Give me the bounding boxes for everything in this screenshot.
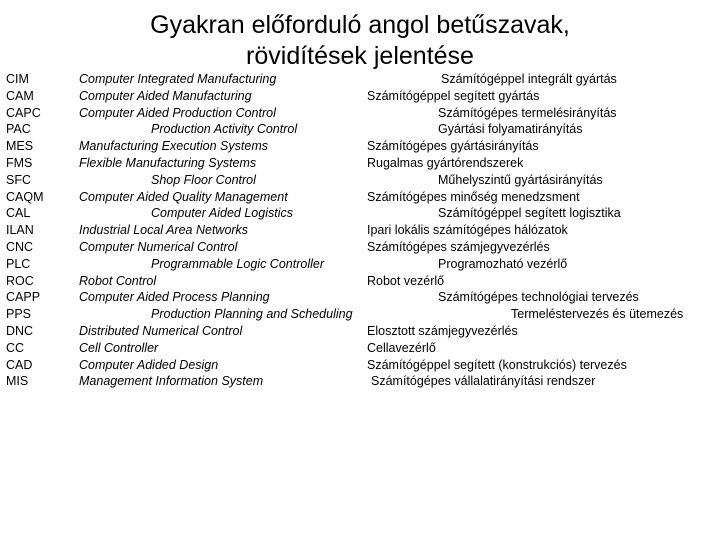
abbreviation: CAPP (6, 290, 41, 305)
hungarian-term: Számítógéppel integrált gyártás (441, 72, 617, 86)
list-item (0, 222, 720, 239)
english-term: Computer Aided Process Planning (79, 290, 270, 305)
hungarian-term: Programozható vezérlő (438, 256, 568, 271)
abbreviation: CAL (6, 206, 31, 221)
hungarian-term: Rugalmas gyártórendszerek (367, 155, 524, 170)
abbreviation: ROC (6, 273, 34, 288)
abbreviation: CNC (6, 239, 34, 254)
hungarian-term: Ipari lokális számítógépes hálózatok (367, 223, 568, 238)
abbreviation: FMS (6, 155, 33, 170)
abbreviation: DNC (6, 323, 34, 338)
list-item (0, 105, 720, 122)
abbreviation: CIM (6, 72, 29, 86)
english-term: Cell Controller (79, 340, 159, 355)
abbreviation: CAM (6, 88, 34, 103)
english-term: Computer Aided Production Control (79, 105, 276, 120)
list-item (0, 340, 720, 357)
english-term: Computer Aided Manufacturing (79, 88, 252, 103)
hungarian-term: Termeléstervezés és ütemezés (511, 307, 684, 322)
hungarian-term: Számítógépes termelésirányítás (438, 105, 617, 120)
english-term: Production Activity Control (151, 122, 298, 137)
english-term: Industrial Local Area Networks (79, 223, 249, 238)
page-title-line-1: Gyakran előforduló angol betűszavak, (150, 11, 570, 39)
hungarian-term: Számítógéppel segített (konstrukciós) tervezés (367, 357, 627, 372)
abbreviation: CAPC (6, 105, 41, 120)
english-term: Computer Aided Logistics (151, 206, 293, 221)
english-term: Computer Integrated Manufacturing (79, 72, 277, 86)
english-term: Flexible Manufacturing Systems (79, 155, 257, 170)
abbreviation: SFC (6, 172, 31, 187)
list-item (0, 138, 720, 155)
list-item (0, 189, 720, 206)
list-item (0, 172, 720, 189)
hungarian-term: Robot vezérlő (367, 273, 445, 288)
list-item (0, 88, 720, 105)
english-term: Shop Floor Control (151, 172, 256, 187)
list-item (0, 357, 720, 374)
list-item (0, 306, 720, 323)
abbreviation-list (0, 71, 720, 390)
english-term: Computer Adided Design (79, 357, 219, 372)
abbreviation: CAD (6, 357, 33, 372)
english-term: Programmable Logic Controller (151, 256, 324, 271)
hungarian-term: Elosztott számjegyvezérlés (367, 323, 518, 338)
abbreviation: ILAN (6, 223, 34, 238)
hungarian-term: Számítógépes vállalatirányítási rendszer (371, 374, 596, 389)
abbreviation: PPS (6, 307, 32, 322)
english-term: Computer Aided Quality Management (79, 189, 288, 204)
hungarian-term: Számítógépes minőség menedzsment (367, 189, 580, 204)
page-title-line-2: rövidítések jelentése (246, 42, 474, 70)
abbreviation: MIS (6, 374, 29, 389)
list-item (0, 273, 720, 290)
english-term: Distributed Numerical Control (79, 323, 243, 338)
list-item (0, 323, 720, 340)
english-term: Robot Control (79, 273, 157, 288)
english-term: Production Planning and Scheduling (151, 307, 353, 322)
page-title (0, 10, 720, 72)
hungarian-term: Számítógépes gyártásirányítás (367, 139, 539, 154)
list-item (0, 373, 720, 390)
abbreviation: CC (6, 340, 25, 355)
hungarian-term: Számítógéppel segített logisztika (438, 206, 621, 221)
list-item (0, 155, 720, 172)
abbreviation: CAQM (6, 189, 44, 204)
english-term: Manufacturing Execution Systems (79, 139, 268, 154)
hungarian-term: Gyártási folyamatirányítás (438, 122, 583, 137)
list-item (0, 239, 720, 256)
hungarian-term: Cellavezérlő (367, 340, 436, 355)
hungarian-term: Műhelyszintű gyártásirányítás (438, 172, 603, 187)
hungarian-term: Számítógépes számjegyvezérlés (367, 239, 550, 254)
abbreviation: PAC (6, 122, 31, 137)
list-item (0, 289, 720, 306)
list-item (0, 121, 720, 138)
list-item (0, 205, 720, 222)
list-item (0, 71, 720, 88)
hungarian-term: Számítógépes technológiai tervezés (438, 290, 639, 305)
abbreviation: PLC (6, 256, 31, 271)
english-term: Computer Numerical Control (79, 239, 238, 254)
abbreviation: MES (6, 139, 34, 154)
hungarian-term: Számítógéppel segített gyártás (367, 88, 540, 103)
list-item (0, 256, 720, 273)
english-term: Management Information System (79, 374, 264, 389)
